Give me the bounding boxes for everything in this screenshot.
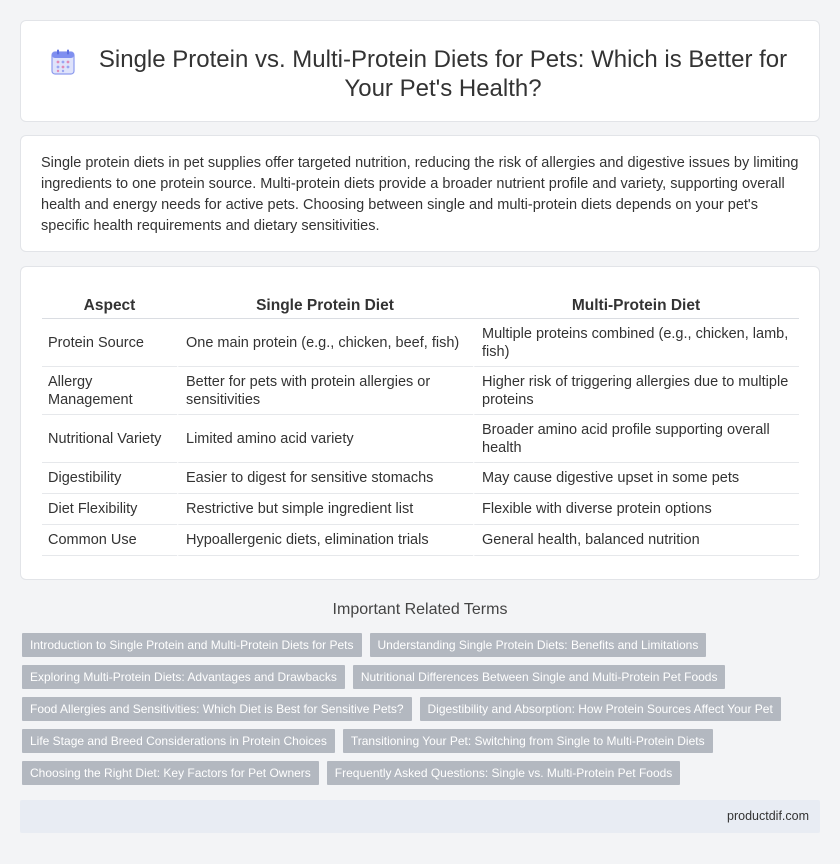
table-cell: Restrictive but simple ingredient list	[177, 494, 473, 525]
table-row	[42, 463, 799, 494]
table-header-row	[42, 293, 799, 319]
related-term-link[interactable]: Food Allergies and Sensitivities: Which Diet is Best for Sensitive Pets?	[22, 697, 412, 721]
page-title: Single Protein vs. Multi-Protein Diets for Pets: Which is Better for Your Pet's Health?	[98, 46, 788, 102]
table-cell: Protein Source	[42, 319, 177, 367]
table-cell: Limited amino acid variety	[177, 415, 473, 463]
table-row	[42, 525, 799, 556]
comparison-card	[20, 266, 820, 580]
related-term-link[interactable]: Frequently Asked Questions: Single vs. Multi-Protein Pet Foods	[327, 761, 681, 785]
calendar-icon	[51, 49, 75, 75]
tag-row	[22, 761, 822, 785]
related-term-link[interactable]: Understanding Single Protein Diets: Benefits and Limitations	[370, 633, 707, 657]
table-row	[42, 415, 799, 463]
related-term-link[interactable]: Choosing the Right Diet: Key Factors for Pet Owners	[22, 761, 319, 785]
table-cell: Flexible with diverse protein options	[473, 494, 799, 525]
table-cell: Easier to digest for sensitive stomachs	[177, 463, 473, 494]
table-cell: Broader amino acid profile supporting overall health	[473, 415, 799, 463]
related-term-link[interactable]: Life Stage and Breed Considerations in Protein Choices	[22, 729, 335, 753]
tag-row	[22, 665, 822, 689]
title-card	[20, 20, 820, 122]
related-term-link[interactable]: Transitioning Your Pet: Switching from Single to Multi-Protein Diets	[343, 729, 713, 753]
intro-paragraph: Single protein diets in pet supplies offer targeted nutrition, reducing the risk of allergies and digestive issues by limiting ingredients to one protein source. Multi-protein diets provide a broader nutrient profile and variety, supporting overall health and energy needs for active pets. Choosing between single and multi-protein diets depends on your pet's specific health requirements and dietary sensitivities.	[41, 155, 799, 234]
column-header-multi-protein: Multi-Protein Diet	[473, 293, 799, 319]
related-term-link[interactable]: Exploring Multi-Protein Diets: Advantages and Drawbacks	[22, 665, 345, 689]
table-cell: Hypoallergenic diets, elimination trials	[177, 525, 473, 556]
related-terms-heading: Important Related Terms	[332, 601, 508, 618]
table-row	[42, 319, 799, 367]
related-term-link[interactable]: Digestibility and Absorption: How Protein Sources Affect Your Pet	[420, 697, 781, 721]
footer	[20, 800, 820, 833]
intro-card	[20, 135, 820, 252]
table-cell: General health, balanced nutrition	[473, 525, 799, 556]
tag-row	[22, 633, 822, 657]
table-cell: Better for pets with protein allergies or sensitivities	[177, 367, 473, 415]
table-row	[42, 494, 799, 525]
table-cell: Allergy Management	[42, 367, 177, 415]
related-term-link[interactable]: Introduction to Single Protein and Multi-Protein Diets for Pets	[22, 633, 362, 657]
table-cell: Nutritional Variety	[42, 415, 177, 463]
column-header-single-protein: Single Protein Diet	[177, 293, 473, 319]
related-term-link[interactable]: Nutritional Differences Between Single and Multi-Protein Pet Foods	[353, 665, 726, 689]
related-terms-list	[22, 633, 822, 793]
table-cell: One main protein (e.g., chicken, beef, fish)	[177, 319, 473, 367]
table-row	[42, 367, 799, 415]
tag-row	[22, 729, 822, 753]
table-cell: May cause digestive upset in some pets	[473, 463, 799, 494]
table-cell: Multiple proteins combined (e.g., chicken, lamb, fish)	[473, 319, 799, 367]
column-header-aspect: Aspect	[42, 293, 177, 319]
table-cell: Higher risk of triggering allergies due to multiple proteins	[473, 367, 799, 415]
tag-row	[22, 697, 822, 721]
table-cell: Diet Flexibility	[42, 494, 177, 525]
table-cell: Common Use	[42, 525, 177, 556]
table-cell: Digestibility	[42, 463, 177, 494]
footer-site-link[interactable]: productdif.com	[727, 809, 809, 823]
comparison-table	[42, 293, 799, 556]
